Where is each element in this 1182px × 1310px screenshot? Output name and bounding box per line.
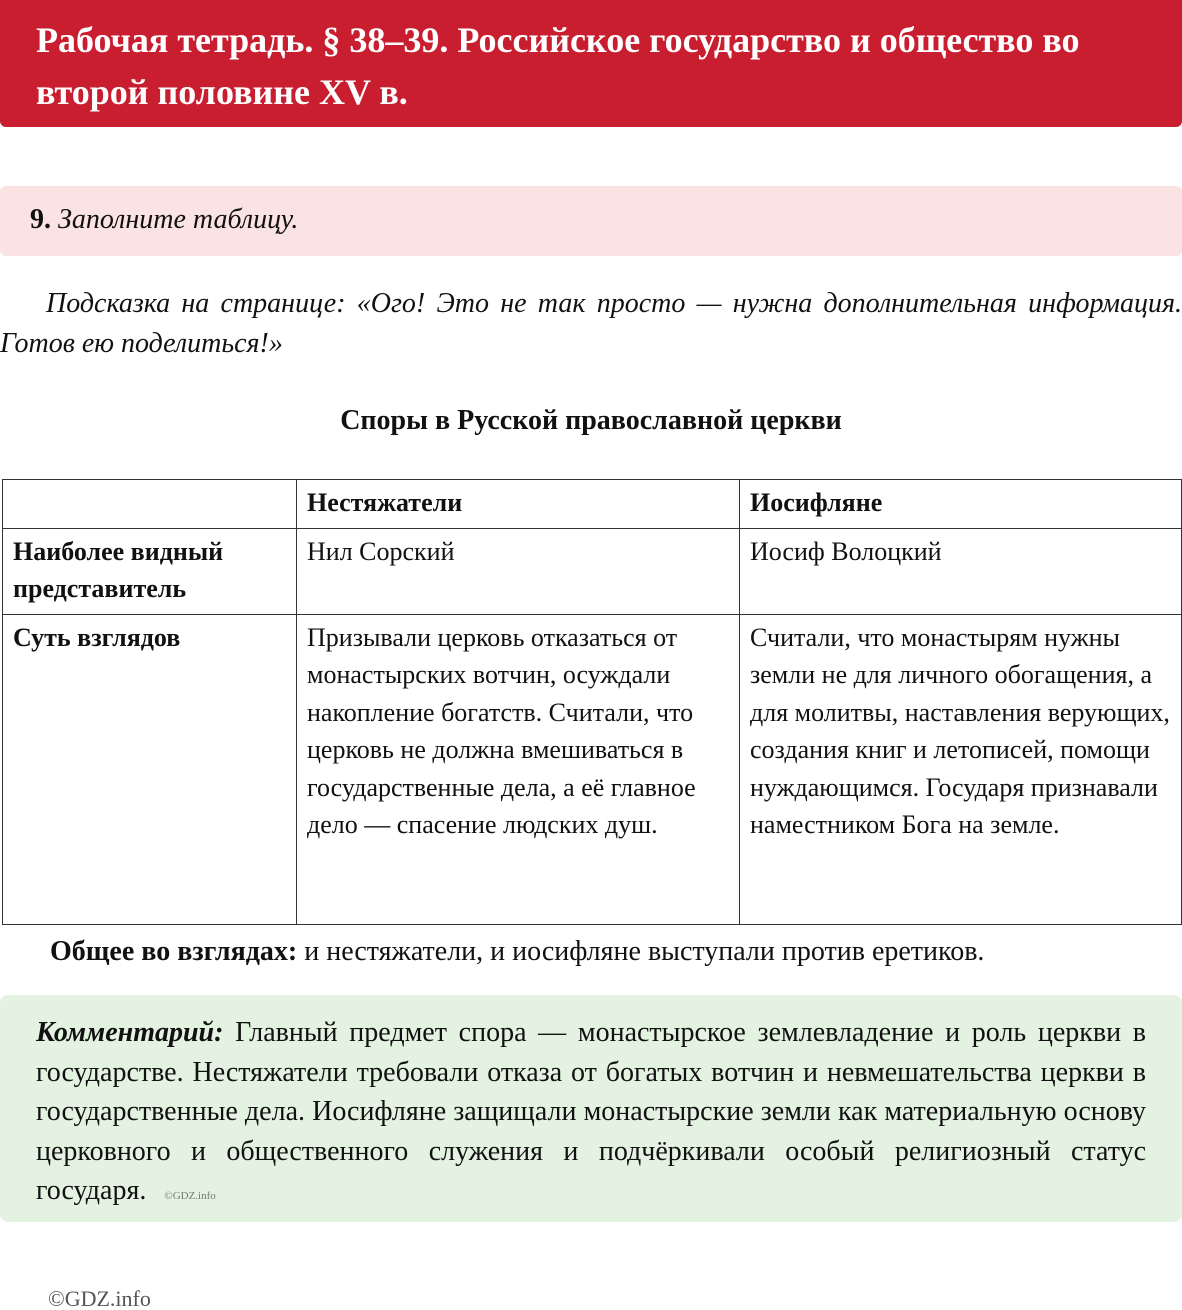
- column-header-nestyazhateli: Нестяжатели: [297, 480, 740, 529]
- table-cell: Считали, что монастырям нужны земли не для личного обогащения, а для молитвы, наставления верующих, создания книг и летописей, помощи нуждающимся. Государя признавали наместником Бога на земле.: [740, 614, 1182, 924]
- hint-text: Подсказка на странице: «Ого! Это не так просто — нужна дополнительная информация. Готов ею поделиться!»: [0, 288, 1182, 359]
- table-title: Споры в Русской православной церкви: [340, 405, 842, 436]
- table-cell: Иосиф Волоцкий: [740, 528, 1182, 614]
- task-text: Заполните таблицу.: [58, 204, 299, 235]
- comparison-table: [2, 479, 1182, 925]
- page-title-line-1: Рабочая тетрадь. § 38–39. Российское государство и общество во: [36, 20, 1080, 60]
- row-header-line: Наиболее видный: [13, 536, 224, 566]
- footer-copyright: ©GDZ.info: [48, 1286, 151, 1310]
- comment-label: Комментарий:: [36, 1017, 224, 1048]
- comment-box: [0, 995, 1182, 1222]
- table-header-row: [3, 480, 1182, 529]
- row-header-representative: [3, 528, 297, 614]
- page-title-line-2: второй половине XV в.: [36, 72, 408, 112]
- common-views: [0, 932, 1182, 972]
- row-header-views: Суть взглядов: [3, 614, 297, 924]
- table-cell: Нил Сорский: [297, 528, 740, 614]
- table-header-empty-cell: [3, 480, 297, 529]
- task-number: 9.: [30, 204, 51, 235]
- comment-text: Главный предмет спора — монастырское землевладение и роль церкви в государстве. Нестяжатели требовали отказа от богатых вотчин и невмешательства церкви в государственные дела. Иосифляне защищали монастырские земли как материальную основу церковного и общественного служения и подчёркивали особый религиозный статус государя.: [36, 1017, 1146, 1206]
- task-bar: [0, 186, 1182, 256]
- comment-copyright: ©GDZ.info: [164, 1190, 216, 1202]
- common-views-text: и нестяжатели, и иосифляне выступали против еретиков.: [297, 936, 985, 967]
- header-bar: [0, 0, 1182, 127]
- row-header-line: представитель: [13, 574, 187, 603]
- table-cell: Призывали церковь отказаться от монастырских вотчин, осуждали накопление богатств. Считали, что церковь не должна вмешиваться в государственные дела, а её главное дело — спасение людских душ.: [297, 614, 740, 924]
- common-views-label: Общее во взглядах:: [50, 936, 298, 967]
- table-row: [3, 528, 1182, 614]
- table-row: [3, 614, 1182, 924]
- column-header-iosiflyane: Иосифляне: [740, 480, 1182, 529]
